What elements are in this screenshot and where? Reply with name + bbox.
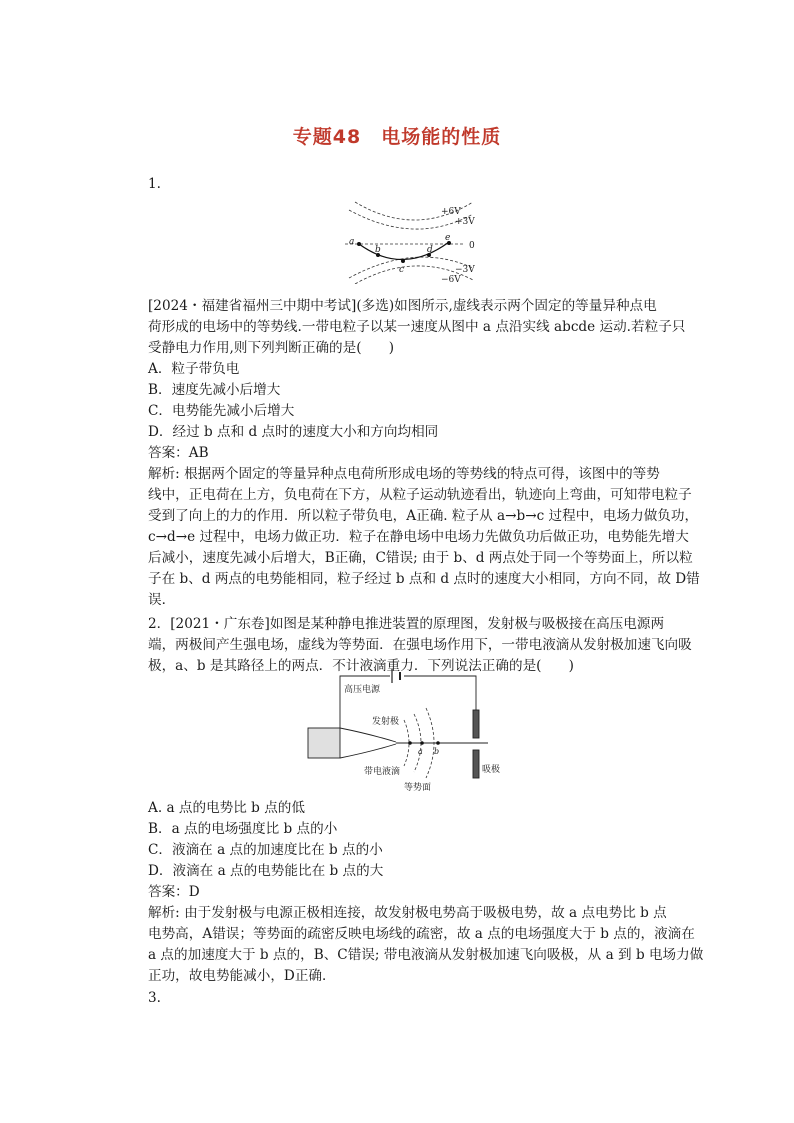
q1-stem-3: 受静电力作用,则下列判断正确的是( ) [148, 340, 395, 356]
point-e-label: e [445, 233, 451, 243]
q1-option-b: B．速度先减小后增大 [148, 382, 281, 398]
q1-answer: 答案：AB [148, 445, 209, 461]
q3-number: 3. [148, 990, 161, 1006]
point-d-label: d [427, 245, 433, 255]
point-c-label: c [399, 265, 405, 275]
q1-option-d: D．经过 b 点和 d 点时的速度大小和方向均相同 [148, 424, 439, 440]
absorber-upper [473, 710, 479, 738]
q2-stem-3: 极，a、b 是其路径上的两点．不计液滴重力．下列说法正确的是( ) [148, 658, 574, 674]
q1-explanation-3: 受到了向上的力的作用．所以粒子带负电，A正确. 粒子从 a→b→c 过程中，电场力做负功， [148, 508, 699, 524]
q1-explanation-4: c→d→e 过程中，电场力做正功．粒子在静电场中电场力先做负功后做正功，电势能先增大 [148, 529, 689, 545]
q1-explanation-6: 子在 b、d 两点的电势能相同，粒子经过 b 点和 d 点时的速度大小相同，方向不同，故 D错 [148, 571, 700, 587]
q1-stem-2: 荷形成的电场中的等势线.一带电粒子以某一速度从图中 a 点沿实线 abcde 运动.若粒子只 [148, 319, 686, 335]
q1-stem-1: [2024・福建省福州三中期中考试](多选)如图所示,虚线表示两个固定的等量异种点电 [148, 298, 657, 314]
q1-option-c: C．电势能先减小后增大 [148, 403, 295, 419]
q2-answer: 答案：D [148, 884, 200, 900]
q1-equipotential-figure [345, 200, 485, 284]
q1-explanation-2: 线中，正电荷在上方，负电荷在下方，从粒子运动轨迹看出，轨迹向上弯曲，可知带电粒子 [148, 487, 692, 503]
emitter-label: 发射极 [372, 717, 400, 727]
q1-option-a: A．粒子带负电 [148, 361, 240, 377]
emitter-tube [308, 728, 340, 758]
q2-explanation-4: 正功，故电势能减小，D正确． [148, 968, 336, 984]
equipotential-label: 等势面 [404, 783, 432, 793]
q2-stem-2: 端，两极间产生强电场，虚线为等势面．在强电场作用下，一带电液滴从发射极加速飞向吸 [148, 637, 692, 653]
droplet-label: 带电液滴 [364, 767, 401, 777]
q2-electrostatic-thruster-figure [300, 662, 520, 794]
absorber-lower [473, 750, 479, 778]
page-title: 专题48 电场能的性质 [292, 126, 502, 148]
q2-option-b: B．a 点的电场强度比 b 点的小 [148, 821, 338, 837]
power-label: 高压电源 [344, 685, 381, 695]
label-plus3: +3V [455, 217, 475, 227]
q1-explanation-1: 解析: 根据两个固定的等量异种点电荷所形成电场的等势线的特点可得，该图中的等势 [148, 466, 660, 482]
q2-option-d: D．液滴在 a 点的电势能比在 b 点的大 [148, 863, 384, 879]
absorber-label: 吸极 [482, 765, 501, 775]
q1-explanation-7: 误． [148, 592, 176, 608]
label-zero: 0 [469, 241, 475, 251]
label-minus6: −6V [441, 275, 461, 284]
q2-explanation-2: 电势高，A错误；等势面的疏密反映电场线的疏密，故 a 点的电场强度大于 b 点的，液滴在 [148, 926, 695, 942]
label-minus3: −3V [455, 265, 475, 275]
q2-stem-1: 2．[2021・广东卷]如图是某种静电推进装置的原理图，发射极与吸极接在高压电源两 [148, 616, 665, 632]
label-plus6: +6V [441, 207, 461, 217]
q2-explanation-3: a 点的加速度大于 b 点的，B、C错误; 带电液滴从发射极加速飞向吸极，从 a 到 b 电场力做 [148, 947, 704, 963]
q2-option-c: C．液滴在 a 点的加速度比在 b 点的小 [148, 842, 383, 858]
q1-number: 1. [148, 176, 161, 192]
q2-option-a: A. a 点的电势比 b 点的低 [148, 800, 305, 816]
point-a-label: a [418, 747, 423, 756]
q2-explanation-1: 解析: 由于发射极与电源正极相连接，故发射极电势高于吸极电势，故 a 点电势比 b 点 [148, 905, 667, 921]
point-a-label: a [349, 237, 355, 247]
point-b-label: b [434, 747, 440, 756]
point-b-label: b [375, 245, 381, 255]
q1-explanation-5: 后减小，速度先减小后增大，B正确，C错误; 由于 b、d 两点处于同一个等势面上，所以粒 [148, 550, 693, 566]
particle-trajectory [359, 242, 449, 260]
